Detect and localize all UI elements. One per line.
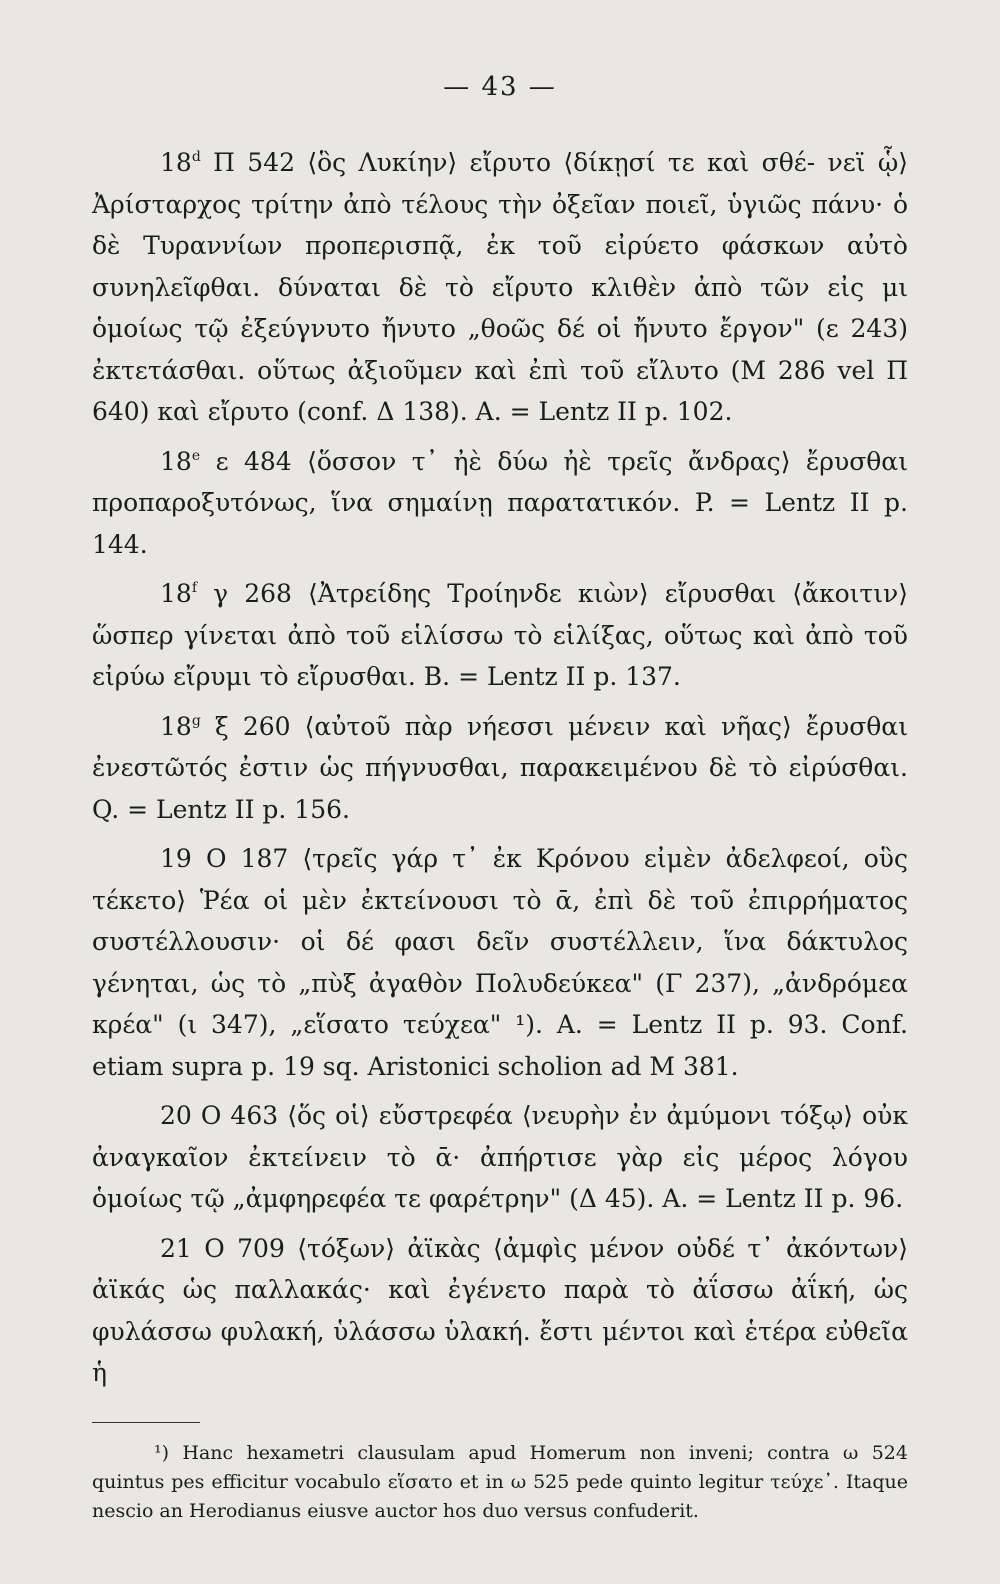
entry-text-line: p. 19 sq. Aristonici scholion ad Μ 381. bbox=[251, 1051, 739, 1081]
entry-18d bbox=[92, 142, 908, 433]
entry-text-line: „εἵσατο τεύχεα" ¹). A. = Lentz II p. 93. Conf. etiam supra bbox=[92, 1010, 908, 1081]
entry-number: 19 bbox=[160, 844, 192, 873]
entry-19 bbox=[92, 838, 908, 1087]
footnote-line-3: versus confuderit. bbox=[524, 1499, 699, 1522]
entry-text-line: ἀϊκάς ὡς παλλακάς· καὶ ἐγένετο παρὰ τὸ ἀΐσσω ἀΐκή, ὡς bbox=[92, 1275, 908, 1304]
entry-number: 21 bbox=[160, 1233, 192, 1263]
entry-superscript: f bbox=[191, 580, 197, 596]
entry-number: 18 bbox=[160, 148, 192, 177]
entry-text-line: οἱ δέ φασι δεῖν συστέλλειν, ἵνα δάκτυλος γένηται, ὡς τὸ bbox=[92, 927, 908, 998]
entry-text-line: Π 542 ⟨ὃς Λυκίην⟩ εἴρυτο ⟨δίκῃσί τε καὶ σθέ- bbox=[213, 148, 816, 177]
entry-text-line: Ἀρίσταρχος τρίτην ἀπὸ τέλους τὴν ὀξεῖαν ποιεῖ, ὑγιῶς πάνυ· bbox=[92, 189, 884, 219]
page-number: — 43 — bbox=[443, 72, 557, 102]
entry-text-line: Ο 187 ⟨τρεῖς γάρ τ᾽ ἐκ Κρόνου εἰμὲν ἀδελφεοί, οὓς bbox=[205, 844, 908, 873]
entries bbox=[92, 142, 908, 1394]
entry-superscript: e bbox=[191, 447, 201, 464]
entry-number: 20 bbox=[160, 1101, 192, 1130]
entry-superscript: d bbox=[191, 149, 201, 165]
entry-21 bbox=[92, 1228, 908, 1394]
entry-text-line: νεϊ ᾧ⟩ bbox=[827, 148, 908, 177]
entry-text-line: Q. = Lentz II p. 156. bbox=[92, 794, 350, 824]
footnote bbox=[92, 1439, 908, 1526]
entry-text-line: ὁ δὲ Τυραννίων προπερισπᾷ, ἐκ τοῦ εἰρύετο φάσκων αὐτὸ bbox=[92, 189, 909, 260]
entry-text-line: ὁμοίως τῷ ἐξεύγνυτο ἤνυτο „θοῶς δέ οἱ ἤνυτο ἔργον" (ε 243) bbox=[92, 314, 908, 343]
entry-number: 18 bbox=[160, 579, 192, 608]
entry-text-line: Ο 463 ⟨ὅς οἱ⟩ εὔστρεφέα ⟨νευρὴν ἐν ἀμύμονι τόξῳ⟩ bbox=[200, 1101, 854, 1130]
entry-18f bbox=[92, 573, 908, 698]
entry-text-line: οἱ μὲν ἐκτείνουσι τὸ ᾱ, ἐπὶ δὲ τοῦ ἐπιρρήματος συστέλλουσιν· bbox=[92, 885, 909, 956]
entry-number: 18 bbox=[160, 446, 192, 476]
entry-text-line: τοῦ εἰρύω εἴρυμι τὸ εἴρυσθαι. B. = Lentz II p. 137. bbox=[92, 620, 908, 691]
entry-text-line: συνηλεῖφθαι. δύναται δὲ τὸ εἴρυτο κλιθὲν ἀπὸ τῶν εἰς μι bbox=[92, 272, 908, 302]
entry-text-line: Ο 709 ⟨τόξων⟩ ἀϊκὰς ⟨ἀμφὶς μένον οὐδέ τ᾽ ἀκόντων⟩ bbox=[204, 1233, 908, 1263]
entry-text-line: λόγου ὁμοίως τῷ „ἀμφηρεφέα τε φαρέτρην" (Δ 45). A. = bbox=[92, 1142, 908, 1213]
footnote-line-0: Hanc hexametri clausulam apud Homerum non inveni; contra bbox=[182, 1441, 830, 1464]
entry-text-line: ἐκτετάσθαι. οὕτως ἀξιοῦμεν καὶ ἐπὶ τοῦ εἴλυτο (Μ 286 vel bbox=[92, 355, 875, 385]
entry-text-line: ε 484 ⟨ὅσσον τ᾽ ἠὲ δύω ἠὲ τρεῖς ἄνδρας⟩ ἔρυσθαι bbox=[215, 446, 908, 476]
entry-20 bbox=[92, 1095, 908, 1220]
entry-text-line: ὥσπερ γίνεται ἀπὸ τοῦ εἱλίσσω τὸ εἱλίξας, οὕτως καὶ ἀπὸ bbox=[92, 620, 854, 650]
entry-text-line: Π 640) καὶ εἴρυτο (conf. Δ 138). A. = Lentz II p. 102. bbox=[92, 355, 908, 426]
entry-number: 18 bbox=[160, 711, 192, 741]
entry-text-line: φυλάσσω φυλακή, ὑλάσσω ὑλακή. ἔστι μέντοι καὶ ἑτέρα εὐθεῖα ἡ bbox=[92, 1316, 908, 1387]
footnote-marker: ¹) bbox=[154, 1441, 170, 1464]
footnote-line-2: legitur τεύχε᾽. Itaque nescio an Herodianus eiusve auctor hos duo bbox=[92, 1470, 908, 1522]
entry-18e bbox=[92, 441, 908, 566]
entry-text-line: προπαροξυτόνως, ἵνα σημαίνῃ παρατατικόν. P. = Lentz II bbox=[92, 488, 870, 517]
entry-text-line: τέκετο⟩ Ῥέα bbox=[92, 885, 250, 915]
entry-text-line: ἐνεστῶτός ἐστιν ὡς πήγνυσθαι, παρακειμένου δὲ τὸ εἰρύσθαι. bbox=[92, 753, 908, 782]
footnote-rule bbox=[92, 1422, 200, 1423]
entry-text-line: Lentz II p. 96. bbox=[725, 1184, 904, 1213]
entry-text-line: p. 144. bbox=[92, 488, 908, 559]
entry-18g bbox=[92, 706, 908, 831]
entry-text-line: οὐκ ἀναγκαῖον ἐκτείνειν τὸ ᾱ· ἀπήρτισε γὰρ εἰς μέρος bbox=[92, 1101, 908, 1172]
entry-superscript: g bbox=[191, 712, 201, 729]
entry-text-line: ξ 260 ⟨αὐτοῦ πὰρ νήεσσι μένειν καὶ νῆας⟩ ἔρυσθαι bbox=[214, 711, 908, 741]
footnote-line-1: ω 524 quintus pes efficitur vocabulo εἵσατο et in ω 525 pede quinto bbox=[92, 1441, 908, 1493]
entry-text-line: γ 268 ⟨Ἀτρείδης Τροίηνδε κιὼν⟩ εἴρυσθαι ⟨ἄκοιτιν⟩ bbox=[213, 579, 909, 608]
entry-text-line: „πὺξ ἀγαθὸν Πολυδεύκεα" (Γ 237), „ἀνδρόμεα κρέα" (ι 347), bbox=[92, 968, 908, 1039]
